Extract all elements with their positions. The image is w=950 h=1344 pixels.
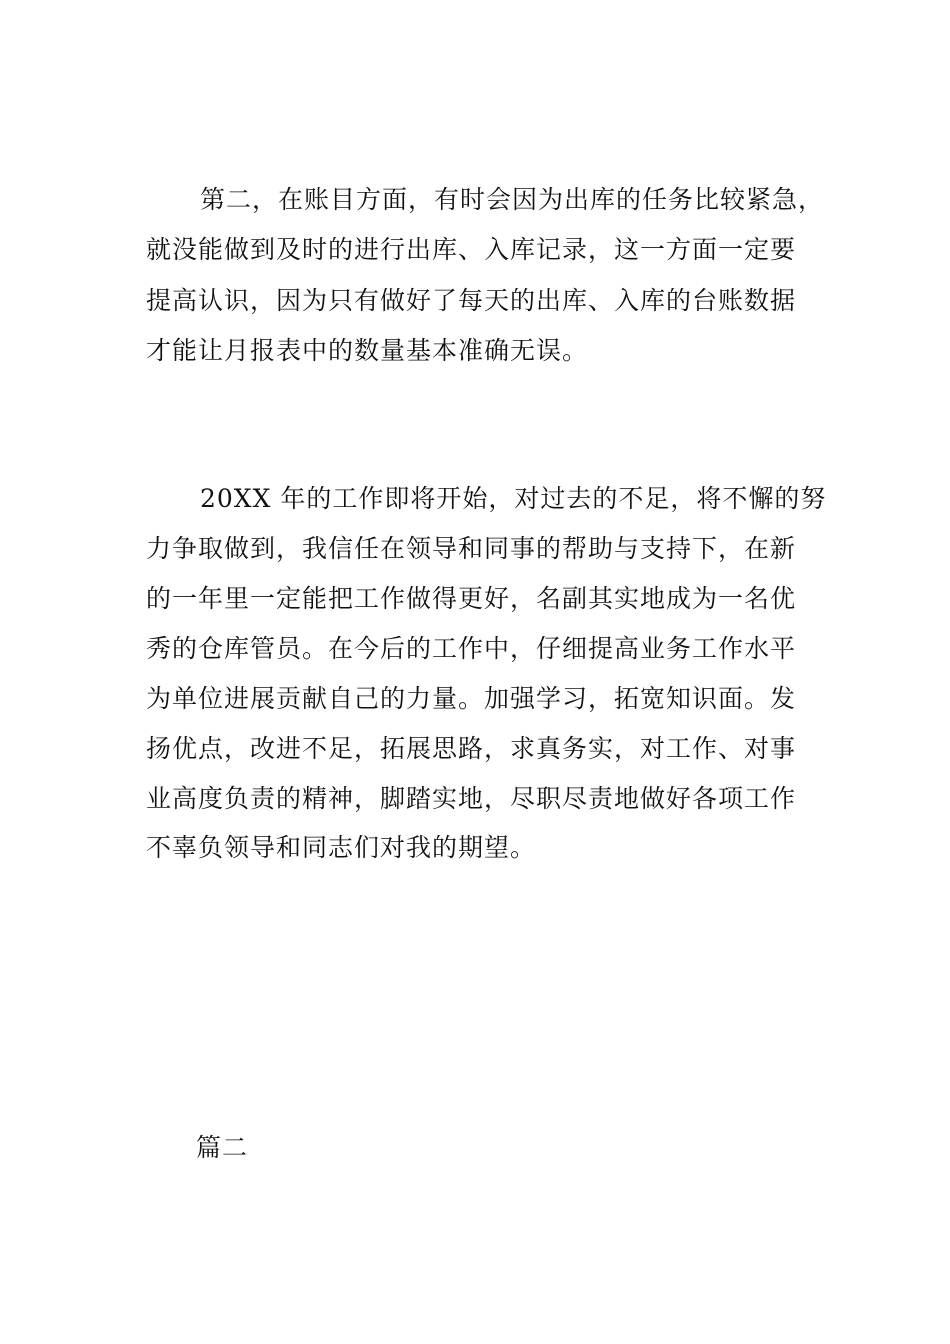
paragraph-line: 扬优点，改进不足，拓展思路，求真务实，对工作、对事 bbox=[146, 734, 797, 763]
paragraph-line: 提高认识，因为只有做好了每天的出库、入库的台账数据 bbox=[146, 286, 797, 315]
paragraph-line: 秀的仓库管员。在今后的工作中，仔细提高业务工作水平 bbox=[146, 634, 797, 663]
paragraph-line: 才能让月报表中的数量基本准确无误。 bbox=[146, 336, 589, 365]
paragraph-line: 不辜负领导和同志们对我的期望。 bbox=[146, 833, 537, 862]
section-heading: 篇二 bbox=[196, 1133, 249, 1162]
paragraph-line: 的一年里一定能把工作做得更好，名副其实地成为一名优 bbox=[146, 584, 797, 613]
paragraph-line: 20XX 年的工作即将开始，对过去的不足，将不懈的努 bbox=[200, 484, 827, 513]
paragraph-line: 业高度负责的精神，脚踏实地，尽职尽责地做好各项工作 bbox=[146, 784, 797, 813]
paragraph-line: 就没能做到及时的进行出库、入库记录，这一方面一定要 bbox=[146, 235, 797, 264]
paragraph-line: 为单位进展贡献自己的力量。加强学习，拓宽知识面。发 bbox=[146, 684, 797, 713]
paragraph-line: 第二，在账目方面，有时会因为出库的任务比较紧急， bbox=[200, 185, 825, 214]
paragraph-line: 力争取做到，我信任在领导和同事的帮助与支持下，在新 bbox=[146, 534, 797, 563]
